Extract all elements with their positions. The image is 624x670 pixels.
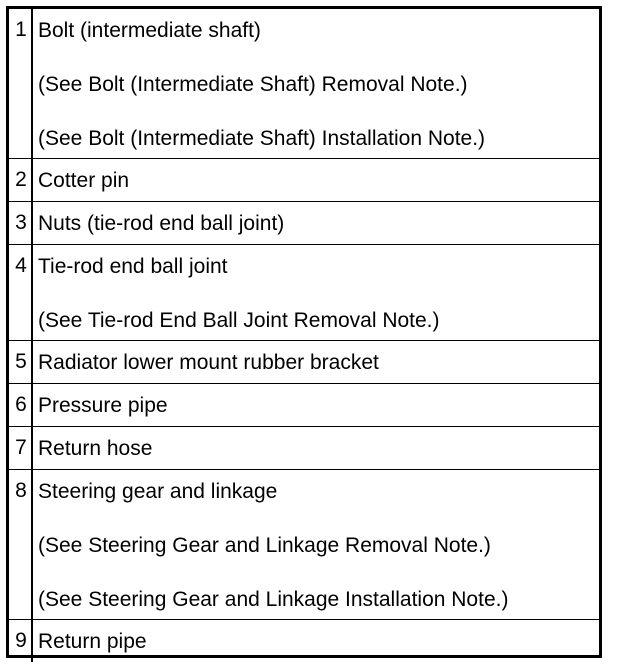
item-description [33, 202, 599, 244]
parts-table [6, 6, 602, 658]
table-row [9, 244, 599, 340]
item-name: Cotter pin [38, 169, 130, 192]
item-note: (See Bolt (Intermediate Shaft) Removal Note.) [38, 73, 468, 96]
item-note: (See Bolt (Intermediate Shaft) Installation Note.) [38, 127, 486, 150]
item-note: (See Steering Gear and Linkage Removal Note.) [38, 534, 491, 557]
table-row [9, 426, 599, 469]
item-name: Radiator lower mount rubber bracket [38, 351, 379, 374]
table-row [9, 619, 599, 662]
item-number: 6 [9, 384, 33, 426]
item-number: 5 [9, 341, 33, 383]
item-name: Return hose [38, 437, 153, 460]
table-row [9, 9, 599, 158]
item-note: (See Tie-rod End Ball Joint Removal Note.) [38, 309, 440, 332]
table-row [9, 469, 599, 619]
item-description [33, 384, 599, 426]
item-description [33, 341, 599, 383]
table-row [9, 383, 599, 426]
item-description [33, 159, 599, 201]
item-number: 1 [9, 9, 33, 158]
item-number: 8 [9, 470, 33, 619]
item-name: Tie-rod end ball joint [38, 255, 228, 278]
item-name: Nuts (tie-rod end ball joint) [38, 212, 285, 235]
item-name: Steering gear and linkage [38, 480, 278, 503]
table-row [9, 158, 599, 201]
item-note: (See Steering Gear and Linkage Installation Note.) [38, 588, 509, 611]
item-description [33, 427, 599, 469]
item-number: 7 [9, 427, 33, 469]
table-row [9, 201, 599, 244]
item-description [33, 9, 599, 158]
item-number: 3 [9, 202, 33, 244]
item-number: 4 [9, 245, 33, 340]
item-number: 2 [9, 159, 33, 201]
item-number: 9 [9, 620, 33, 662]
table-row [9, 340, 599, 383]
item-description [33, 620, 599, 662]
item-name: Return pipe [38, 630, 147, 653]
item-name: Pressure pipe [38, 394, 168, 417]
item-name: Bolt (intermediate shaft) [38, 19, 261, 42]
item-description [33, 470, 599, 619]
item-description [33, 245, 599, 340]
